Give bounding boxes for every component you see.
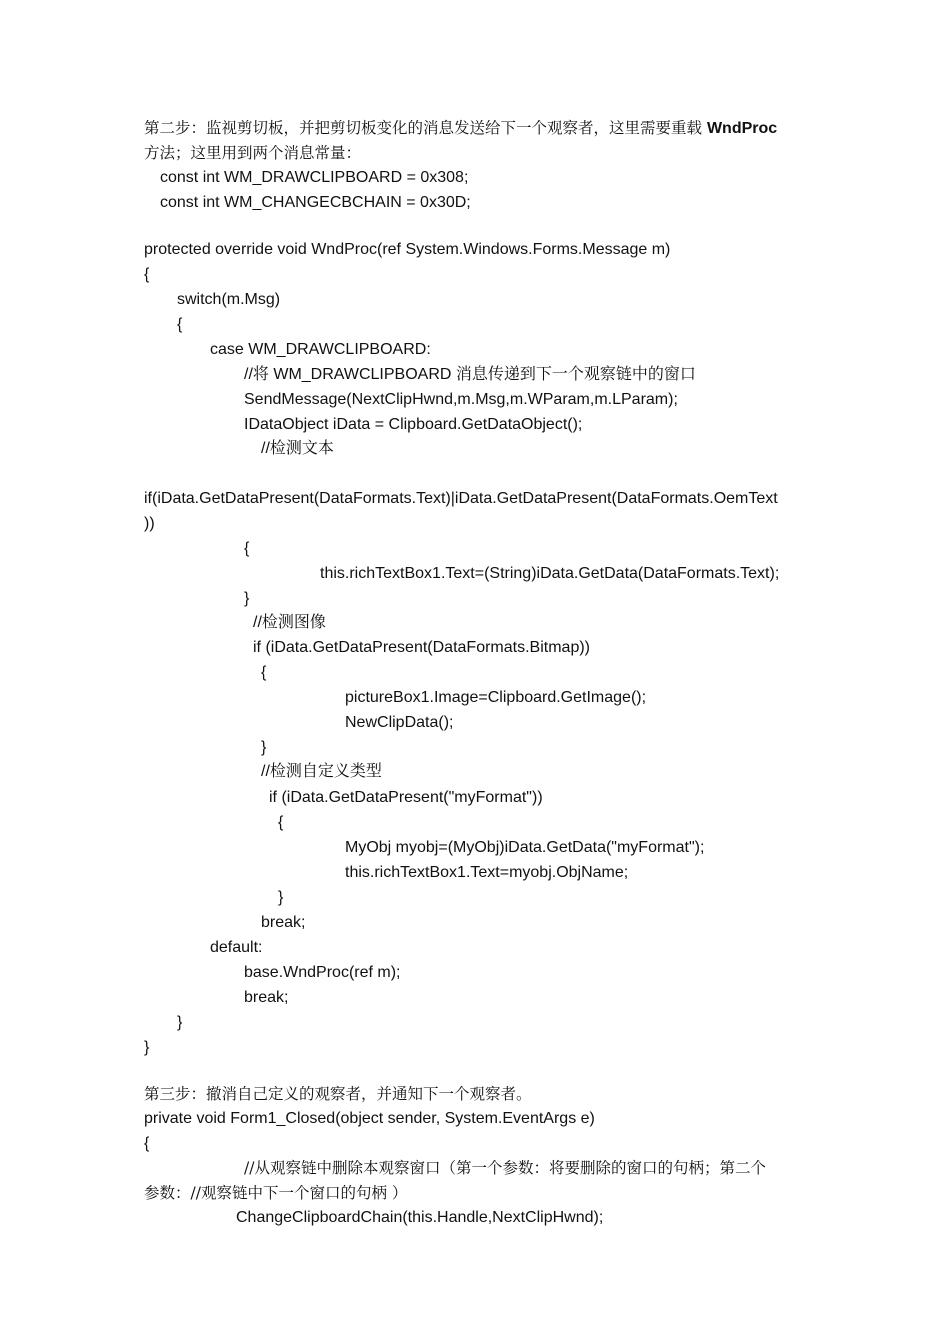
code-comment: //检测文本	[261, 440, 334, 457]
code-comment: //从观察链中删除本观察窗口（第一个参数：将要删除的窗口的句柄；第二个	[244, 1159, 766, 1177]
code-line: {	[261, 664, 267, 681]
code-comment: 参数：//观察链中下一个窗口的句柄 ）	[144, 1184, 408, 1202]
code-comment: //检测自定义类型	[261, 763, 382, 780]
code-line: protected override void WndProc(ref System.Windows.Forms.Message m)	[144, 241, 671, 258]
code-line: }	[144, 1039, 150, 1056]
code-line: default:	[210, 939, 263, 956]
code-line: if (iData.GetDataPresent(DataFormats.Bitmap))	[253, 639, 590, 656]
code-line: MyObj myobj=(MyObj)iData.GetData("myFormat");	[345, 839, 705, 856]
code-line: }	[244, 590, 250, 607]
code-line: ChangeClipboardChain(this.Handle,NextClipHwnd);	[236, 1209, 604, 1226]
step2-intro-line1	[144, 118, 777, 139]
step2-intro-line2: 方法；这里用到两个消息常量：	[144, 144, 362, 162]
code-line: {	[177, 316, 183, 333]
code-comment: //将 WM_DRAWCLIPBOARD 消息传递到下一个观察链中的窗口	[244, 366, 696, 383]
code-line: private void Form1_Closed(object sender, System.EventArgs e)	[144, 1110, 595, 1127]
code-line: SendMessage(NextClipHwnd,m.Msg,m.WParam,m.LParam);	[244, 391, 678, 408]
code-line: {	[144, 266, 150, 283]
code-line: break;	[261, 914, 306, 931]
code-line: pictureBox1.Image=Clipboard.GetImage();	[345, 689, 647, 706]
code-line: {	[244, 540, 250, 557]
const-drawclipboard: const int WM_DRAWCLIPBOARD = 0x308;	[160, 169, 469, 186]
code-line: break;	[244, 989, 289, 1006]
code-line: this.richTextBox1.Text=(String)iData.GetData(DataFormats.Text);	[320, 565, 780, 582]
code-line: ))	[144, 515, 155, 532]
code-line: if(iData.GetDataPresent(DataFormats.Text)|iData.GetDataPresent(DataFormats.OemText	[144, 490, 778, 507]
code-line: IDataObject iData = Clipboard.GetDataObject();	[244, 416, 583, 433]
code-line: }	[177, 1014, 183, 1031]
code-line: this.richTextBox1.Text=myobj.ObjName;	[345, 864, 629, 881]
code-line: NewClipData();	[345, 714, 454, 731]
step3-intro: 第三步：撤消自己定义的观察者，并通知下一个观察者。	[144, 1085, 532, 1103]
const-changecbchain: const int WM_CHANGECBCHAIN = 0x30D;	[160, 194, 471, 211]
code-line: {	[144, 1135, 150, 1152]
code-line: switch(m.Msg)	[177, 291, 281, 308]
code-comment: //检测图像	[253, 614, 326, 631]
step2-intro-text: 第二步：监视剪切板，并把剪切板变化的消息发送给下一个观察者，这里需要重载	[144, 119, 707, 137]
code-line: }	[278, 889, 284, 906]
code-line: }	[261, 739, 267, 756]
code-line: if (iData.GetDataPresent("myFormat"))	[269, 789, 543, 806]
code-line: {	[278, 814, 284, 831]
step2-intro-bold: WndProc	[706, 120, 778, 137]
code-line: case WM_DRAWCLIPBOARD:	[210, 341, 431, 358]
code-line: base.WndProc(ref m);	[244, 964, 401, 981]
